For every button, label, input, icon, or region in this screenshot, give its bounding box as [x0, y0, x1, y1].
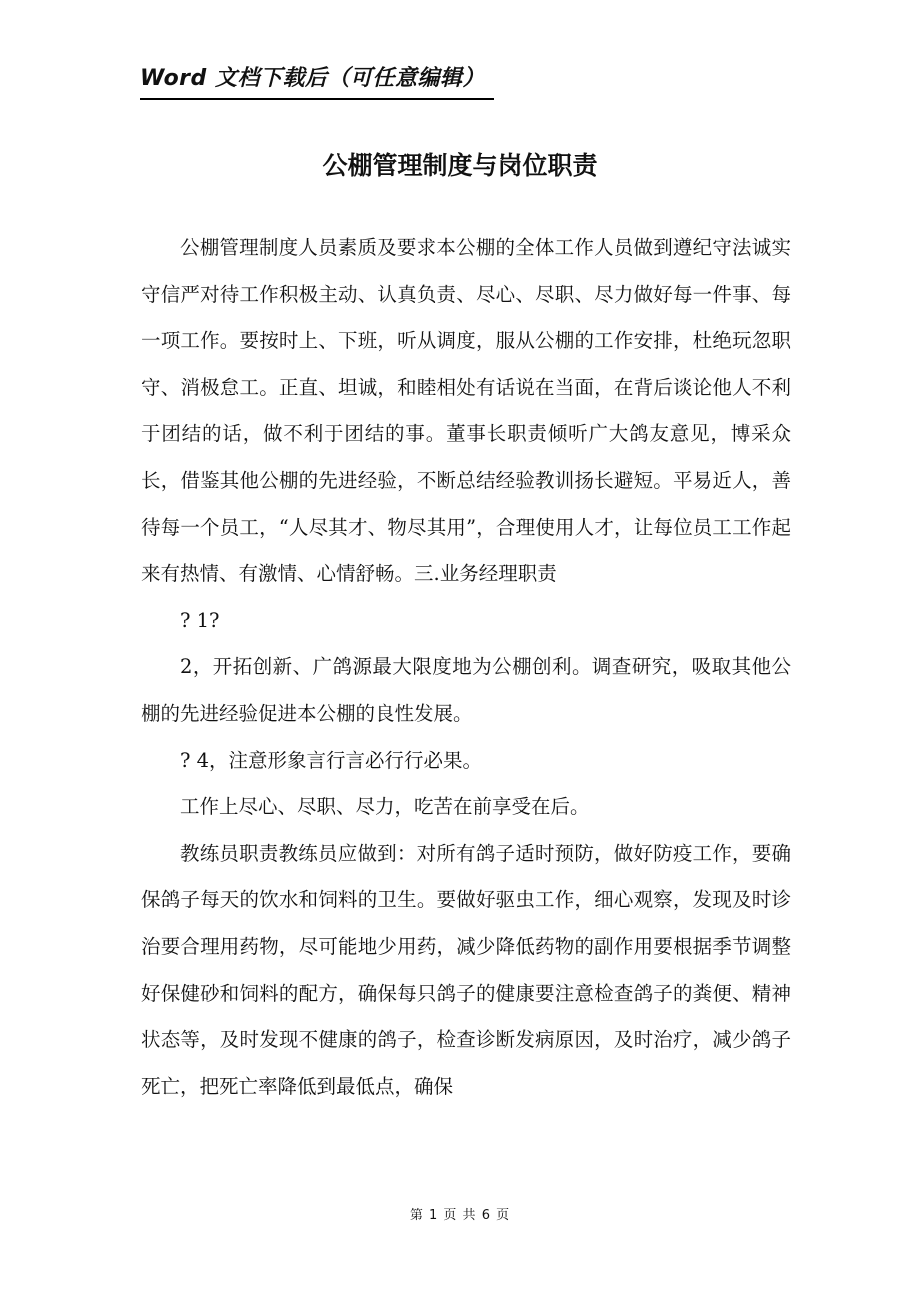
document-title: 公棚管理制度与岗位职责	[322, 151, 598, 180]
footer-page-number: 1	[429, 1208, 439, 1223]
paragraph-item-1: ? 1?	[180, 608, 220, 632]
paragraph-work-attitude: 工作上尽心、尽职、尽力，吃苦在前享受在后。	[180, 795, 590, 819]
paragraph-item-4: ? 4，注意形象言行言必行行必果。	[180, 748, 483, 772]
paragraph-trainer-duties: 教练员职责教练员应做到：对所有鸽子适时预防，做好防疫工作，要确保鸽子每天的饮水和饲料的卫生。要做好驱虫工作，细心观察，发现及时诊治要合理用药物，尽可能地少用药，减少降低药物的副作用要根据季节调整好保健砂和饲料的配方，确保每只鸽子的健康要注意检查鸽子的粪便、精神状态等，及时发现不健康的鸽子，检查诊断发病原因，及时治疗，减少鸽子死亡，把死亡率降低到最低点，确保	[141, 841, 791, 1098]
footer-prefix: 第	[409, 1208, 424, 1223]
footer-suffix: 页	[496, 1208, 511, 1223]
document-body	[141, 225, 791, 1110]
download-header	[140, 64, 494, 100]
header-word: Word	[140, 66, 207, 91]
page-footer	[0, 1206, 920, 1226]
footer-total-pages: 6	[481, 1208, 491, 1223]
header-text: 文档下载后（可任意编辑）	[206, 66, 485, 91]
footer-mid: 页 共	[443, 1208, 477, 1223]
paragraph-item-2: 2，开拓创新、广鸽源最大限度地为公棚创利。调查研究，吸取其他公棚的先进经验促进本公棚的良性发展。	[141, 655, 791, 725]
paragraph-management-rules: 公棚管理制度人员素质及要求本公棚的全体工作人员做到遵纪守法诚实守信严对待工作积极主动、认真负责、尽心、尽职、尽力做好每一件事、每一项工作。要按时上、下班，听从调度，服从公棚的工作安排，杜绝玩忽职守、消极怠工。正直、坦诚，和睦相处有话说在当面，在背后谈论他人不利于团结的话，做不利于团结的事。董事长职责倾听广大鸽友意见，博采众长，借鉴其他公棚的先进经验，不断总结经验教训扬长避短。平易近人，善待每一个员工，“人尽其才、物尽其用”，合理使用人才，让每位员工工作起来有热情、有激情、心情舒畅。三.业务经理职责	[141, 236, 791, 586]
